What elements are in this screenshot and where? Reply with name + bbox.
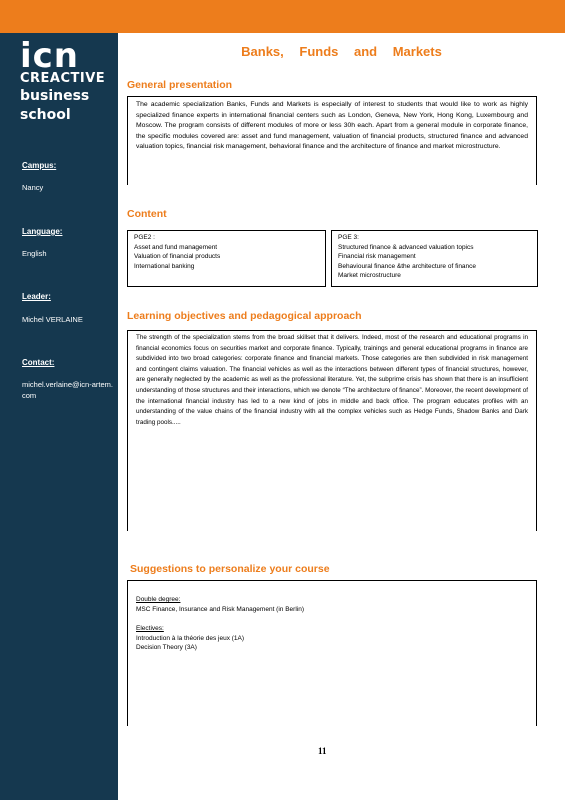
school-logo (20, 36, 112, 125)
content-pge2-box (127, 230, 326, 287)
learning-box (127, 330, 537, 531)
logo-line-2: CREACTIVE (20, 71, 106, 86)
general-box (127, 96, 537, 185)
content-pge3-box (331, 230, 538, 287)
learning-heading: Learning objectives and pedagogical approach (127, 310, 362, 322)
pge2-item: International banking (134, 262, 195, 270)
logo-line-1: icn (20, 36, 80, 76)
leader-label: Leader: (22, 292, 51, 301)
sidebar (0, 33, 118, 800)
contact-label: Contact: (22, 358, 55, 367)
elective-item: Decision Theory (3A) (136, 644, 197, 651)
pge3-item: Market microstructure (338, 272, 401, 279)
learning-text: The strength of the specialization stems from the broad skillset that it delivers. Indeed, most of the research and educational programs in financial economics focus on securities market and corporate finance. Typically, trainings and general educational programs in finance are subdivided into two broad categories: corporate finance and financial markets. Those categories are then subdivided in risk management and contingent claims valuation. The financial vehicles as well as the interactions between different types of financial structures, however, are generally neglected by the academic as well as the professional literature. Yet, the subprime crisis has shown that there is an insufficient understanding of those structures and their interactions, which we denote “The architecture of finance”. Moreover, the recent development of the international financial industry has led to a new kind of jobs in middle and back office. The program educates profiles with an understanding of the value chains of the financial industry with all the complex vehicles such as Hedge Funds, Shadow Banks and Dark trading pools..... (136, 334, 528, 426)
leader-value: Michel VERLAINE (22, 315, 83, 324)
campus-label: Campus: (22, 161, 57, 170)
pge3-item: Financial risk management (338, 253, 416, 260)
top-banner (0, 0, 565, 33)
campus-value: Nancy (22, 183, 44, 192)
suggestions-heading: Suggestions to personalize your course (130, 563, 330, 575)
general-heading: General presentation (127, 79, 233, 91)
page-number: 11 (318, 746, 327, 756)
pge3-item: Behavioural finance &the architecture of finance (338, 262, 477, 270)
pge3-item: Structured finance & advanced valuation topics (338, 243, 474, 251)
general-text: The academic specialization Banks, Funds and Markets is especially of interest to students that would like to work as highly specialized finance experts in international financial centers such as London, Geneva, New York, Hong Kong, Luxembourg and Moscow. The program consists of different modules of more or less 30h each. Apart from a general module in corporate finance, the specific modules covered are: asset and fund management, valuation of financial products, structured finance and advanced valuation topics, financial risk management, behavioral finance and the architecture of finance and market microstructure. (136, 101, 528, 150)
language-label: Language: (22, 227, 63, 236)
double-degree-value: MSC Finance, Insurance and Risk Management (in Berlin) (136, 605, 304, 613)
pge2-item: Asset and fund management (134, 243, 218, 251)
contact-email[interactable]: michel.verlaine@icn-artem.com (22, 380, 113, 400)
content-heading: Content (127, 208, 167, 220)
page-title: Banks, Funds and Markets (241, 44, 442, 59)
logo-line-4: school (20, 107, 71, 123)
suggestions-box (127, 580, 537, 726)
pge3-title: PGE 3: (338, 234, 359, 241)
pge2-item: Valuation of financial products (134, 253, 221, 260)
pge2-title: PGE2 : (134, 234, 155, 241)
electives-label: Electives: (136, 625, 164, 632)
logo-line-3: business (20, 88, 90, 104)
language-value: English (22, 249, 47, 258)
double-degree-label: Double degree: (136, 596, 181, 603)
elective-item: Introduction à la théorie des jeux (1A) (136, 634, 245, 642)
